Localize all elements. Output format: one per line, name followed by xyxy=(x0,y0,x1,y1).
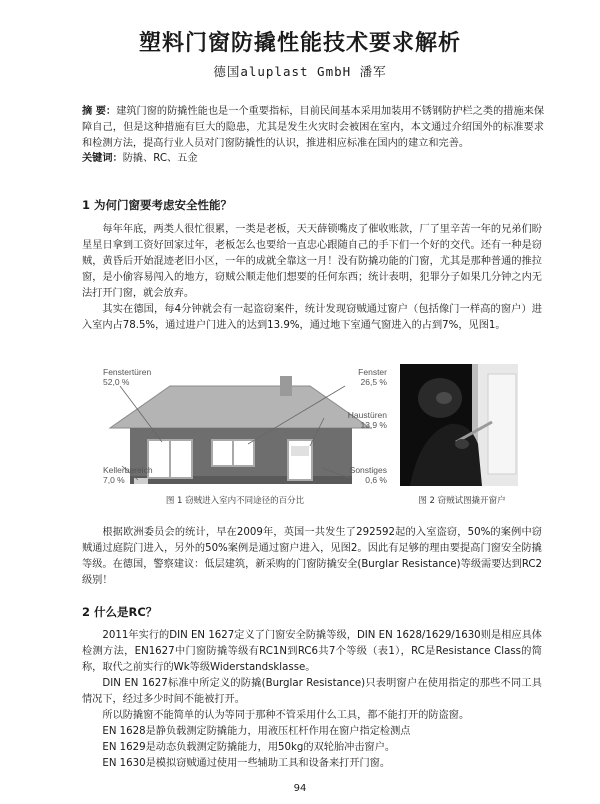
section2-list3: EN 1630是模拟窃贼通过使用一些辅助工具和设备来打开门窗。 xyxy=(102,758,391,769)
post-figure-body xyxy=(82,525,542,589)
abstract-block xyxy=(82,104,544,167)
section2-body xyxy=(82,628,542,772)
section2-list1: EN 1628是静负载测定防撬能力，用液压杠杆作用在窗户指定检测点 xyxy=(102,726,411,737)
author-line: 德国aluplast GmbH 潘军 xyxy=(213,64,387,79)
section2-para1: 2011年实行的DIN EN 1627定义了门窗安全防撬等级，DIN EN 1628/1629/1630则是相应具体检测方法，EN1627中门窗防撬等级有RC1N到RC6共7个等级（表1），RC是Resistance Class的简称，取代之前实行的Wk等级Widerstandsklasse。 xyxy=(82,630,542,673)
abstract-text: 建筑门窗的防撬性能也是一个重要指标，目前民间基本采用加装用不锈钢防护栏之类的措施来保障自己，但是这种措施有巨大的隐患，尤其是发生火灾时会被困在室内，本文通过介绍国外的标准要求和检测方法，提高行业人员对门窗防撬性的认识，推进相应标准在国内的建立和完善。 xyxy=(82,106,545,149)
chimney-shape xyxy=(280,376,292,396)
figure2-burglar-photo xyxy=(400,364,518,486)
label-haustueren: Haustüren 13,9 % xyxy=(347,410,387,430)
keywords-text: 防撬、RC、五金 xyxy=(122,153,198,165)
label-kellerbereich: Kellerbereich 7,0 % xyxy=(103,465,153,485)
section2-list2: EN 1629是动态负载测定防撬能力，用50kg的双轮胎冲击窗户。 xyxy=(102,742,396,753)
section1-body xyxy=(82,222,542,334)
section2-heading: 2 什么是RC？ xyxy=(82,605,158,619)
label-fenstertueren: Fenstertüren 52,0 % xyxy=(103,367,152,387)
keywords-label: 关键词： xyxy=(82,153,123,165)
label-sonstiges: Sonstiges 0,6 % xyxy=(349,465,387,485)
post-figure-para: 根据欧洲委员会的统计，早在2009年，英国一共发生了292592起的入室盗窃，50%的案例中窃贼通过庭院门进入，另外的50%案例是通过窗户进入，见图2。因此有足够的理由要提高门窗安全防撬等级。在德国，警察建议：低层建筑，新采购的门窗防撬安全(Burglar Resistance)等级需要达到RC2级别！ xyxy=(82,527,542,586)
label-fenster: Fenster 26,5 % xyxy=(358,367,387,387)
abstract-label: 摘 要： xyxy=(82,106,117,117)
figure1-caption: 图 1 窃贼进入室内不同途径的百分比 xyxy=(165,496,305,506)
section2-para2: DIN EN 1627标准中所定义的防撬(Burglar Resistance)只表明窗户在使用指定的那些不同工具情况下，经过多少时间不能被打开。 xyxy=(82,678,542,705)
paper-title: 塑料门窗防撬性能技术要求解析 xyxy=(138,30,461,56)
figure2-caption: 图 2 窃贼试图撬开窗户 xyxy=(418,496,506,506)
page-number: 94 xyxy=(293,783,307,794)
section1-para2: 其实在德国，每4分钟就会有一起盗窃案件，统计发现窃贼通过窗户（包括像门一样高的窗户）进入室内占78.5%，通过进户门进入的达到13.9%，通过地下室通气窗进入的占到7%，见图1。 xyxy=(82,304,542,331)
section2-para3: 所以防撬窗不能简单的认为等同于那种不管采用什么工具，都不能打开的防盗窗。 xyxy=(102,710,470,721)
section1-para1: 每年年底，两类人很忙很累，一类是老板，天天薛锁嘴皮了催收账款，厂了里辛苦一年的兄弟们盼星星日拿到工资好回家过年，老板怎么也要给一直忠心跟随自己的手下们一个好的交代。还有一种是窃贼，黄昏后开始混迹老旧小区，一年的成就全靠这一月！没有防撬功能的门窗，尤其是那种普通的推拉窗，是小偷容易闯入的地方，窃贼公顺走他们想要的任何东西；统计表明，犯罪分子如果几分钟之内无法打开门窗，就会放弃。 xyxy=(82,224,542,299)
section1-heading: 1 为何门窗要考虑安全性能？ xyxy=(82,198,233,212)
